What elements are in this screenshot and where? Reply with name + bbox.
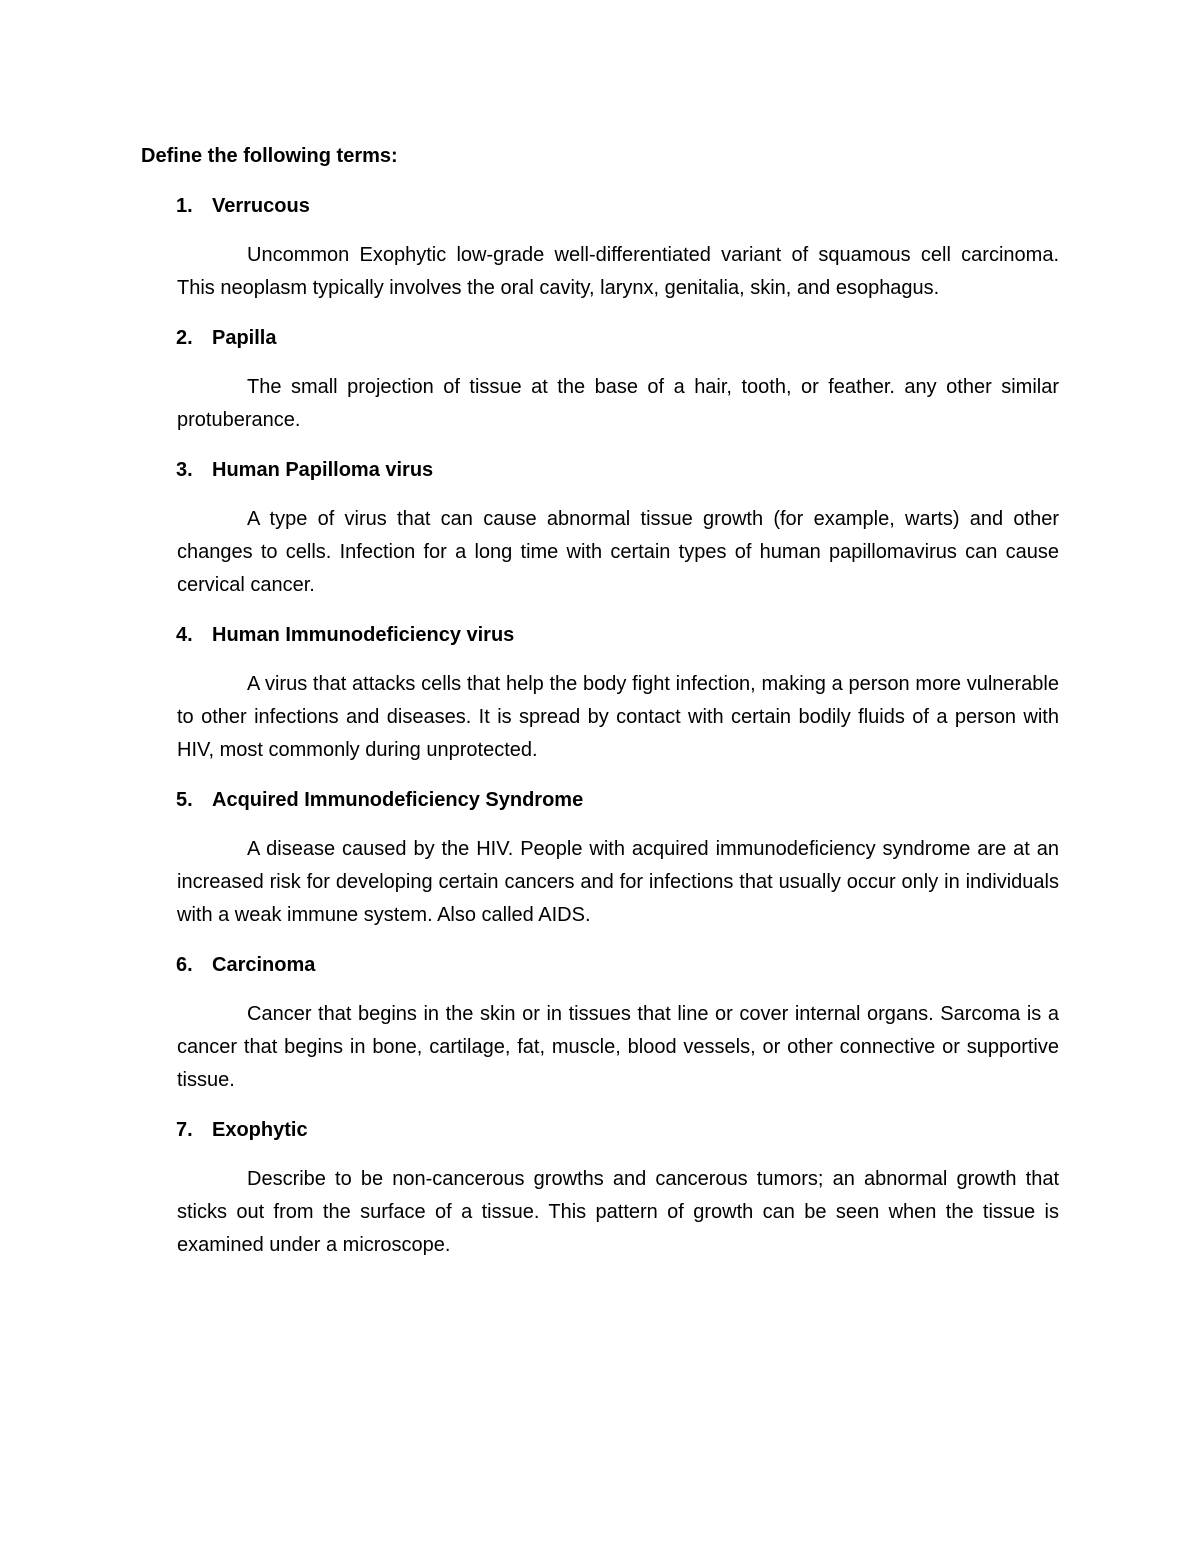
term-definition: Describe to be non-cancerous growths and cancerous tumors; an abnormal growth that sticks out from the surface of a tissue. This pattern of growth can be seen when the tissue is examined under a microscope.	[177, 1168, 1059, 1256]
term-definition: Cancer that begins in the skin or in tissues that line or cover internal organs. Sarcoma is a cancer that begins in bone, cartilage, fat, muscle, blood vessels, or other connective or supportive tissue.	[177, 1003, 1059, 1091]
term-name: Papilla	[212, 327, 277, 349]
term-name: Exophytic	[212, 1119, 308, 1141]
term-definition: Uncommon Exophytic low-grade well-differentiated variant of squamous cell carcinoma. This neoplasm typically involves the oral cavity, larynx, genitalia, skin, and esophagus.	[177, 244, 1059, 299]
term-name: Acquired Immunodeficiency Syndrome	[212, 789, 584, 811]
term-number: 2.	[176, 327, 193, 349]
term-item-human-immunodeficiency-virus	[141, 619, 1059, 767]
term-heading	[176, 454, 1059, 487]
term-heading	[176, 949, 1059, 982]
term-name: Verrucous	[212, 195, 310, 217]
term-number: 6.	[176, 954, 193, 976]
term-heading	[176, 1114, 1059, 1147]
term-name: Carcinoma	[212, 954, 316, 976]
term-definition: A virus that attacks cells that help the body fight infection, making a person more vulnerable to other infections and diseases. It is spread by contact with certain bodily fluids of a person with HIV, most commonly during unprotected.	[177, 673, 1059, 761]
term-definition: A type of virus that can cause abnormal tissue growth (for example, warts) and other changes to cells. Infection for a long time with certain types of human papillomavirus can cause cervical cancer.	[177, 508, 1059, 596]
term-definition: A disease caused by the HIV. People with acquired immunodeficiency syndrome are at an increased risk for developing certain cancers and for infections that usually occur only in individuals with a weak immune system. Also called AIDS.	[177, 838, 1059, 926]
term-item-verrucous	[141, 190, 1059, 305]
term-name: Human Papilloma virus	[212, 459, 434, 481]
term-number: 4.	[176, 624, 193, 646]
term-heading	[176, 784, 1059, 817]
term-item-carcinoma	[141, 949, 1059, 1097]
term-heading	[176, 322, 1059, 355]
term-item-papilla	[141, 322, 1059, 437]
term-number: 3.	[176, 459, 193, 481]
term-number: 1.	[176, 195, 193, 217]
term-item-exophytic	[141, 1114, 1059, 1262]
term-heading	[176, 190, 1059, 223]
term-item-acquired-immunodeficiency-syndrome	[141, 784, 1059, 932]
term-number: 5.	[176, 789, 193, 811]
term-name: Human Immunodeficiency virus	[212, 624, 515, 646]
document-page	[141, 140, 1059, 1262]
term-number: 7.	[176, 1119, 193, 1141]
term-definition: The small projection of tissue at the base of a hair, tooth, or feather. any other similar protuberance.	[177, 376, 1059, 431]
term-heading	[176, 619, 1059, 652]
document-title: Define the following terms:	[141, 145, 398, 167]
term-item-human-papilloma-virus	[141, 454, 1059, 602]
